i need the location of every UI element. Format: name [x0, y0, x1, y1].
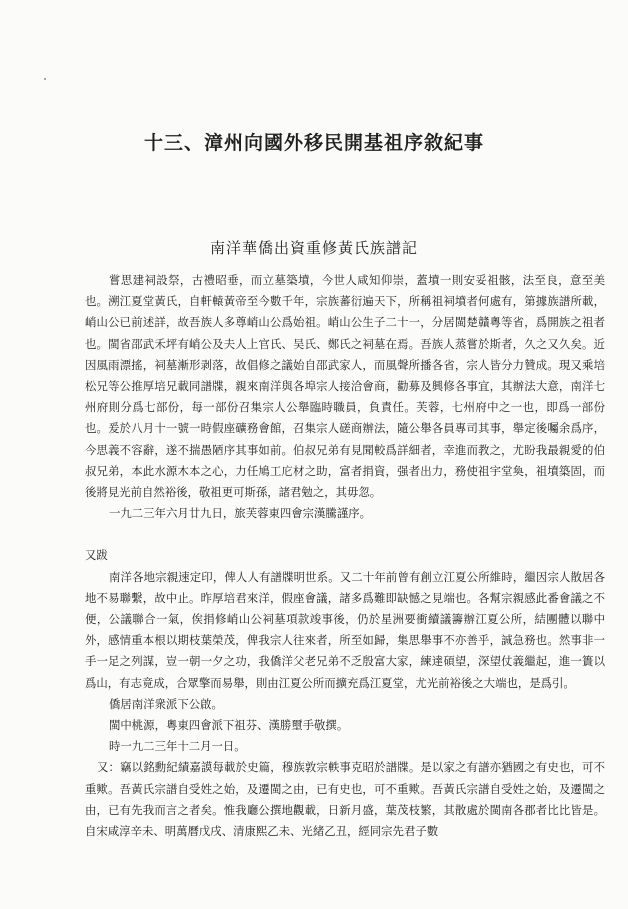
chapter-title: 十三、漳州向國外移民開基祖序敘紀事: [143, 132, 484, 154]
main-signature: 一九二三年六月廿九日，旅芙蓉東四會宗漢騰謹序。: [109, 506, 371, 521]
postscript-date: 時一九二三年十二月一日。: [109, 739, 246, 754]
third-paragraph: 又：竊以銘勳紀績嘉謨每載於史篇，穆族敦宗軼事克昭於譜牒。是以家之有譜亦猶國之有史也，可不重歟。吾黃氏宗譜自受姓之始，及遷閩之由，已有史也，可不重歟。吾黃氏宗譜自受姓之始，及遷閩之由，已有先我而言之者矣。惟我廳公撰地觀載，日新月盛，葉茂枝繁，其散處於閩南各郡者比比皆是。自宋咸淳辛未、明萬曆戊戌、清康熙乙未、光緒乙丑，經同宗先君子數: [85, 760, 605, 839]
postscript-label: 又跋: [85, 548, 108, 563]
section-subtitle: 南洋華僑出資重修黃氏族譜記: [209, 239, 418, 257]
main-paragraph: 嘗思建祠設祭，古禮昭垂，而立墓築墳，今世人咸知仰崇，蓋墳一則安妥祖骸，法至良，意至美也。溯江夏堂黃氏，自軒轅黃帝至今數千年，宗族蕃衍遍天下，所稱祖祠墳者何處有，第據族譜所載，峭山公已前述詳，故吾族人多尊峭山公爲始祖。峭山公生子二十一，分居閩楚贛粵等省，爲開族之祖者也。閩省邵武禾坪有峭公及夫人上官氏、吴氏、鄭氏之祠墓在焉。吾族人蒸嘗於斯者，久之又久矣。近因風雨漂搖，祠墓漸形剥落，故倡修之議始自邵武家人，而風聲所播各省，宗人皆分力贊成。現又乘培松兄等公推厚培兄載同譜牒，親來南洋與各埠宗人接洽會商，勸募及興修各事宜，其辦法大意，南洋七州府則分爲七部份，每一部份召集宗人公舉臨時職員，負責任。芙蓉，七州府中之一也，即爲一部份也。爰於八月十一號一時假座礦務會館，召集宗人磋商辦法，隨公舉各員專司其事，舉定後囑余爲序，今思義不容辭，遂不揣愚陋序其事如前。伯叔兄弟有見聞較爲詳細者，幸進而教之，尤盼我最親愛的伯叔兄弟，本此水源木本之心，力任鳩工庀材之助，富者捐資，强者出力，務使祖宇堂奐，祖墳築固，而後將見光前自然裕後，敬祖更可斯孫，諸君勉之，其毋忽。: [85, 273, 605, 500]
postscript-attribution-2: 閩中桃源，粵東四會派下祖芬、漢勝壐手敬撰。: [109, 718, 349, 733]
body-text: [85, 270, 605, 842]
postscript-paragraph: 南洋各地宗親速定印，俾人人有譜牒明世系。又二十年前曾有創立江夏公所維時，繼因宗人散居各地不易聯繫，故中止。昨厚培君來洋，假座會議，諸多爲難即缺憾之見端也。各幫宗親感此番會議之不便，公議聯合一氣，俟捐修峭山公祠墓項款竣事後，仍於星洲要衝續議籌辦江夏公所，結團體以聯中外，感情重本根以期枝葉榮茂，俾我宗人往來者，所至如歸，集思舉事不亦善乎，誠急務也。然事非一手一足之列謀，豈一朝一夕之功，我僑洋父老兄弟不乏殷富大家，練達碩望，深望仗義繼起，進一簣以爲山，有志竟成，合眾擎而易舉，則由江夏公所而擴充爲江夏堂，尤光前裕後之大端也，是爲引。: [85, 569, 605, 690]
scan-speck: [44, 78, 46, 80]
postscript-attribution-1: 僑居南洋衆派下公啟。: [109, 696, 223, 711]
